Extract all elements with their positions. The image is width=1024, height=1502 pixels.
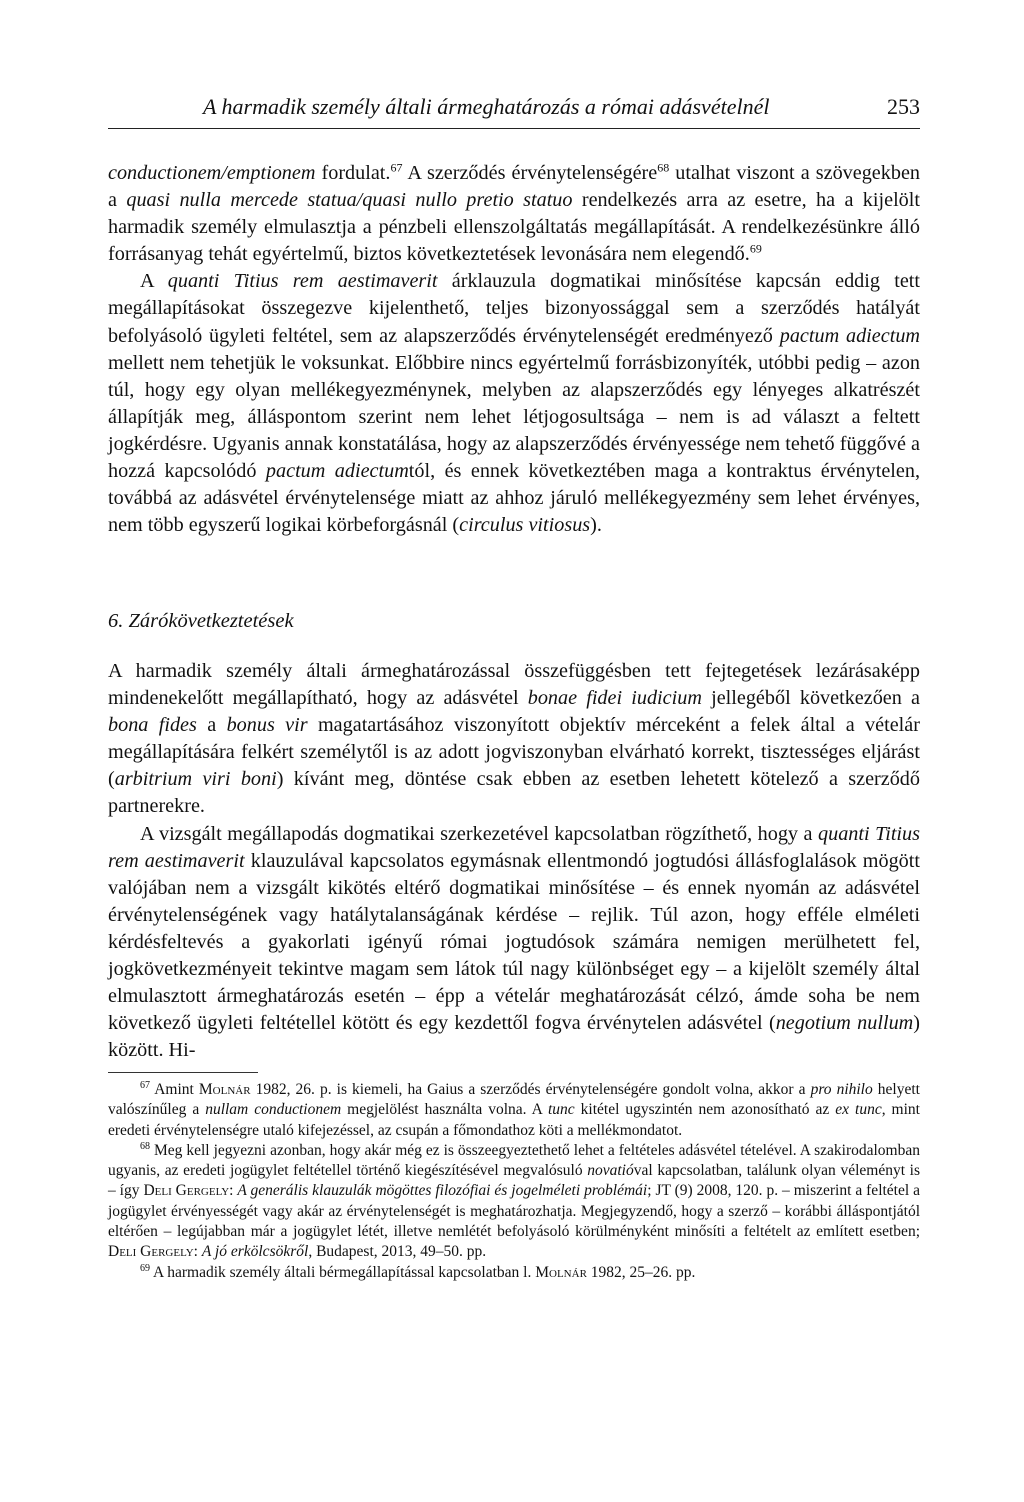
section-heading: 6. Zárókövetkeztetések bbox=[108, 610, 294, 632]
paragraph: A quanti Titius rem aestimaverit árklauzula dogmatikai minősítése kapcsán eddig tett megállapításokat összegezve kijelenthető, teljes bizonyossággal sem a szerződés hatályát befolyásoló ügyleti feltétel, sem az alapszerződés érvénytelenségét eredményező pactum adiectum mellett nem tehetjük le voksunkat. Előbbire nincs egyértelmű forrásbizonyíték, utóbbi pedig – azon túl, hogy egy olyan mellékegyezménynek, melyben az alapszerződés egy lényeges alkatrészét állapítják meg, álláspontom szerint nem lehet létjogosultsága – nem is ad választ a feltett jogkérdésre. Ugyanis annak konstatálása, hogy az alapszerződés érvényessége nem tehető függővé a hozzá kapcsolódó pactum adiectumtól, és ennek következtében maga a kontraktus érvénytelen, továbbá az adásvétel érvénytelensége miatt az ahhoz járuló mellékegyezmény sem lehet érvényes, nem több egyszerű logikai körbeforgásnál (circulus vitiosus). bbox=[108, 270, 921, 537]
footnote-separator bbox=[108, 1072, 258, 1073]
paragraph: A vizsgált megállapodás dogmatikai szerkezetével kapcsolatban rögzíthető, hogy a quanti Titius rem aestimaverit klauzulával kapcsolatos egymásnak ellentmondó jogtudósi állásfoglalások mögött valójában nem a vizsgált kikötés eltérő dogmatikai minősítése – és ennek nyomán az adásvétel érvénytelenségének vagy hatálytalanságának kérdése – rejlik. Túl azon, hogy efféle elméleti kérdésfeltevés a gyakorlati igényű római jogtudósok számára nemigen merülhetett fel, jogkövetkezményeit tekintve magam sem látok túl nagy különbséget egy – a kijelölt személy által elmulasztott ármeghatározás esetén – épp a vételár meghatározását célzó, ámde soha be nem következő ügyleti feltétellel kötött és egy kezdettől fogva érvénytelen adásvétel (negotium nullum) között. Hi- bbox=[108, 822, 920, 1062]
body-text-conclusions bbox=[108, 658, 920, 1064]
footnote-68: $^{68}$ Meg kell jegyezni azonban, hogy akár még ez is összeegyeztethető lehet a feltételes adásvétel tételével. A szakirodalomban ugyanis, az eredeti jogügylet feltétellel történő kiegészítésével megvalósuló novatióval kapcsolatban, találunk olyan véleményt is – így Deli Gergely: A generális klauzulák mögöttes filozófiai és jogelméleti problémái; JT (9) 2008, 120. p. – miszerint a feltétel a jogügylet érvényességét vagy akár az érvénytelenségét is meghatározhatja. Megjegyzendő, hogy a szerző – korábbi álláspontjától eltérően – legújabban már a jogügylet létét, illetve nemlétét befolyásoló körülményként minősíti a feltételt az említett esetben; Deli Gergely: A jó erkölcsökről, Budapest, 2013, 49–50. pp. bbox=[108, 1140, 920, 1261]
page bbox=[108, 0, 920, 1502]
paragraph: conductionem/emptionem fordulat.$^{67}$ A szerződés érvénytelenségére$^{68}$ utalhat viszont a szövegekben a quasi nulla mercede statua/quasi nullo pretio statuo rendelkezés arra az esetre, ha a kijelölt harmadik személy elmulasztja a pénzbeli ellenszolgáltatás megállapítását. A rendelkezésünkre álló forrásanyag tehát egyértelmű, biztos következtetések levonására nem elegendő.$^{69}$ bbox=[108, 160, 921, 266]
footnote-69: $^{69}$ A harmadik személy általi bérmegállapítással kapcsolatban l. Molnár 1982, 25–26. pp. bbox=[140, 1262, 696, 1281]
footnote-67: $^{67}$ Amint Molnár 1982, 26. p. is kiemeli, ha Gaius a szerződés érvénytelenségére gondolt volna, akkor a pro nihilo helyett valószínűleg a nullam conductionem megjelölést használta volna. A tunc kitétel ugyszintén nem azonosítható az ex tunc, mint eredeti érvénytelenségre utaló kifejezéssel, az csupán a főmondathoz köti a mellékmondatot. bbox=[108, 1079, 920, 1139]
body-text-top bbox=[108, 160, 920, 539]
running-header bbox=[108, 92, 920, 129]
paragraph: A harmadik személy általi ármeghatározással összefüggésben tett fejtegetések lezárásaképp mindenekelőtt megállapítható, hogy az adásvétel bonae fidei iudicium jellegéből következően a bona fides a bonus vir magatartásához viszonyított objektív mérceként a felek által a vételár megállapítására felkért személytől is az adott jogviszonyban elvárható korrekt, tisztességes eljárást (arbitrium viri boni) kívánt meg, döntése csak ebben az esetben lehetett kötelező a szerződő partnerekre. bbox=[108, 660, 920, 818]
running-title: A harmadik személy általi ármeghatározás a római adásvételnél bbox=[203, 94, 770, 119]
footnotes bbox=[108, 1080, 920, 1283]
page-number: 253 bbox=[887, 94, 920, 119]
